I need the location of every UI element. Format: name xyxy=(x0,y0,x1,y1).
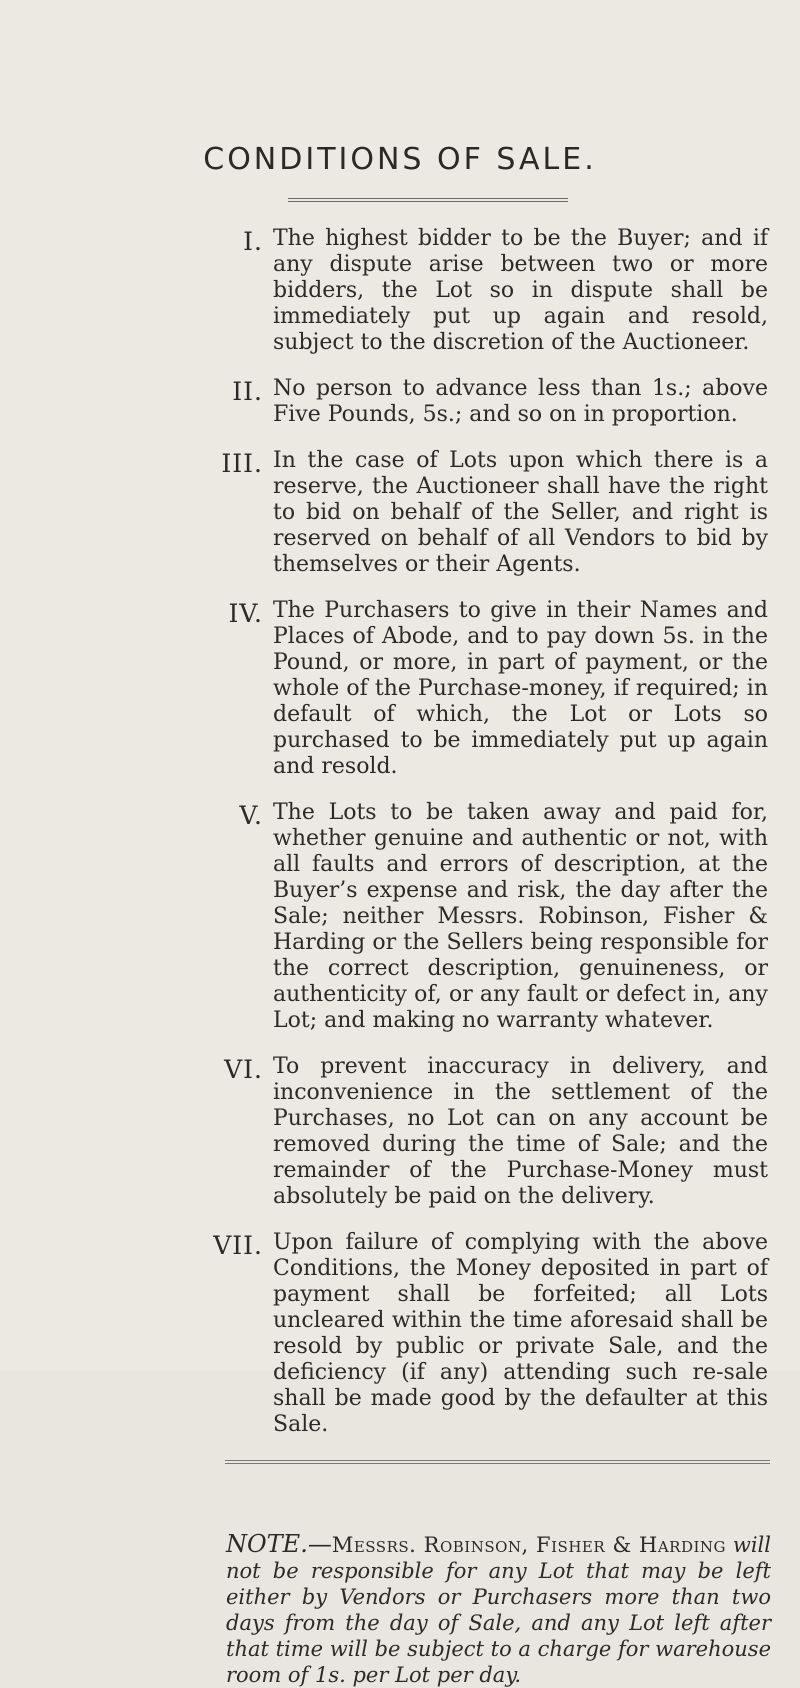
condition-numeral: IV. xyxy=(228,599,263,628)
condition-numeral: VI. xyxy=(224,1055,263,1084)
condition-text: No person to advance less than 1s.; above Five Pounds, 5s.; and so on in proportion. xyxy=(273,376,768,427)
condition-text: The Lots to be taken away and paid for, whether genuine and authentic or not, with all faults and errors of description, at the Buyer’s expense and risk, the day after the Sale; neither Messrs. Robinson, Fisher & Harding or the Sellers being responsible for the correct description, genuineness, or authenticity of, or any fault or defect in, any Lot; and making no warranty whatever. xyxy=(273,800,768,1033)
condition-5 xyxy=(0,800,800,1034)
condition-3 xyxy=(0,448,800,578)
note-text: will not be responsible for any Lot that may be left either by Vendors or Purchasers more than two days from the day of Sale, and any Lot left after that time will be subject to a charge for warehouse room of 1s. per Lot per day. xyxy=(226,1533,772,1687)
divider-rule xyxy=(225,1460,770,1464)
condition-numeral: II. xyxy=(232,377,263,406)
condition-text: Upon failure of complying with the above Conditions, the Money deposited in part of payment shall be forfeited; all Lots uncleared within the time aforesaid shall be resold by public or private Sale, and the deficiency (if any) attending such re-sale shall be made good by the defaulter at this Sale. xyxy=(273,1230,768,1437)
condition-2 xyxy=(0,376,800,428)
condition-numeral: VII. xyxy=(213,1231,263,1260)
condition-numeral: III. xyxy=(221,449,263,478)
title-rule xyxy=(288,198,568,202)
condition-text: The highest bidder to be the Buyer; and if any dispute arise between two or more bidders, the Lot so in dispute shall be immediately put up again and resold, subject to the discretion of the Auctioneer. xyxy=(273,226,768,355)
condition-numeral: I. xyxy=(243,227,263,256)
condition-7 xyxy=(0,1230,800,1438)
condition-text: The Purchasers to give in their Names and Places of Abode, and to pay down 5s. in the Pound, or more, in part of payment, or the whole of the Purchase-money, if required; in default of which, the Lot or Lots so purchased to be immediately put up again and resold. xyxy=(273,598,768,779)
page-title: CONDITIONS OF SALE. xyxy=(203,142,597,177)
condition-4 xyxy=(0,598,800,780)
condition-1 xyxy=(0,226,800,356)
condition-text: In the case of Lots upon which there is a reserve, the Auctioneer shall have the right to bid on behalf of the Seller, and right is reserved on behalf of all Vendors to bid by themselves or their Agents. xyxy=(273,448,768,577)
condition-text: To prevent inaccuracy in delivery, and inconvenience in the settlement of the Purchases, no Lot can on any account be removed during the time of Sale; and the remainder of the Purchase-Money must absolutely be paid on the delivery. xyxy=(273,1054,768,1209)
note-paragraph xyxy=(226,1531,771,1688)
condition-6 xyxy=(0,1054,800,1210)
condition-numeral: V. xyxy=(239,801,263,830)
note-lead: NOTE.— xyxy=(226,1530,332,1558)
note-firm-names: Messrs. Robinson, Fisher & Harding xyxy=(331,1533,727,1557)
